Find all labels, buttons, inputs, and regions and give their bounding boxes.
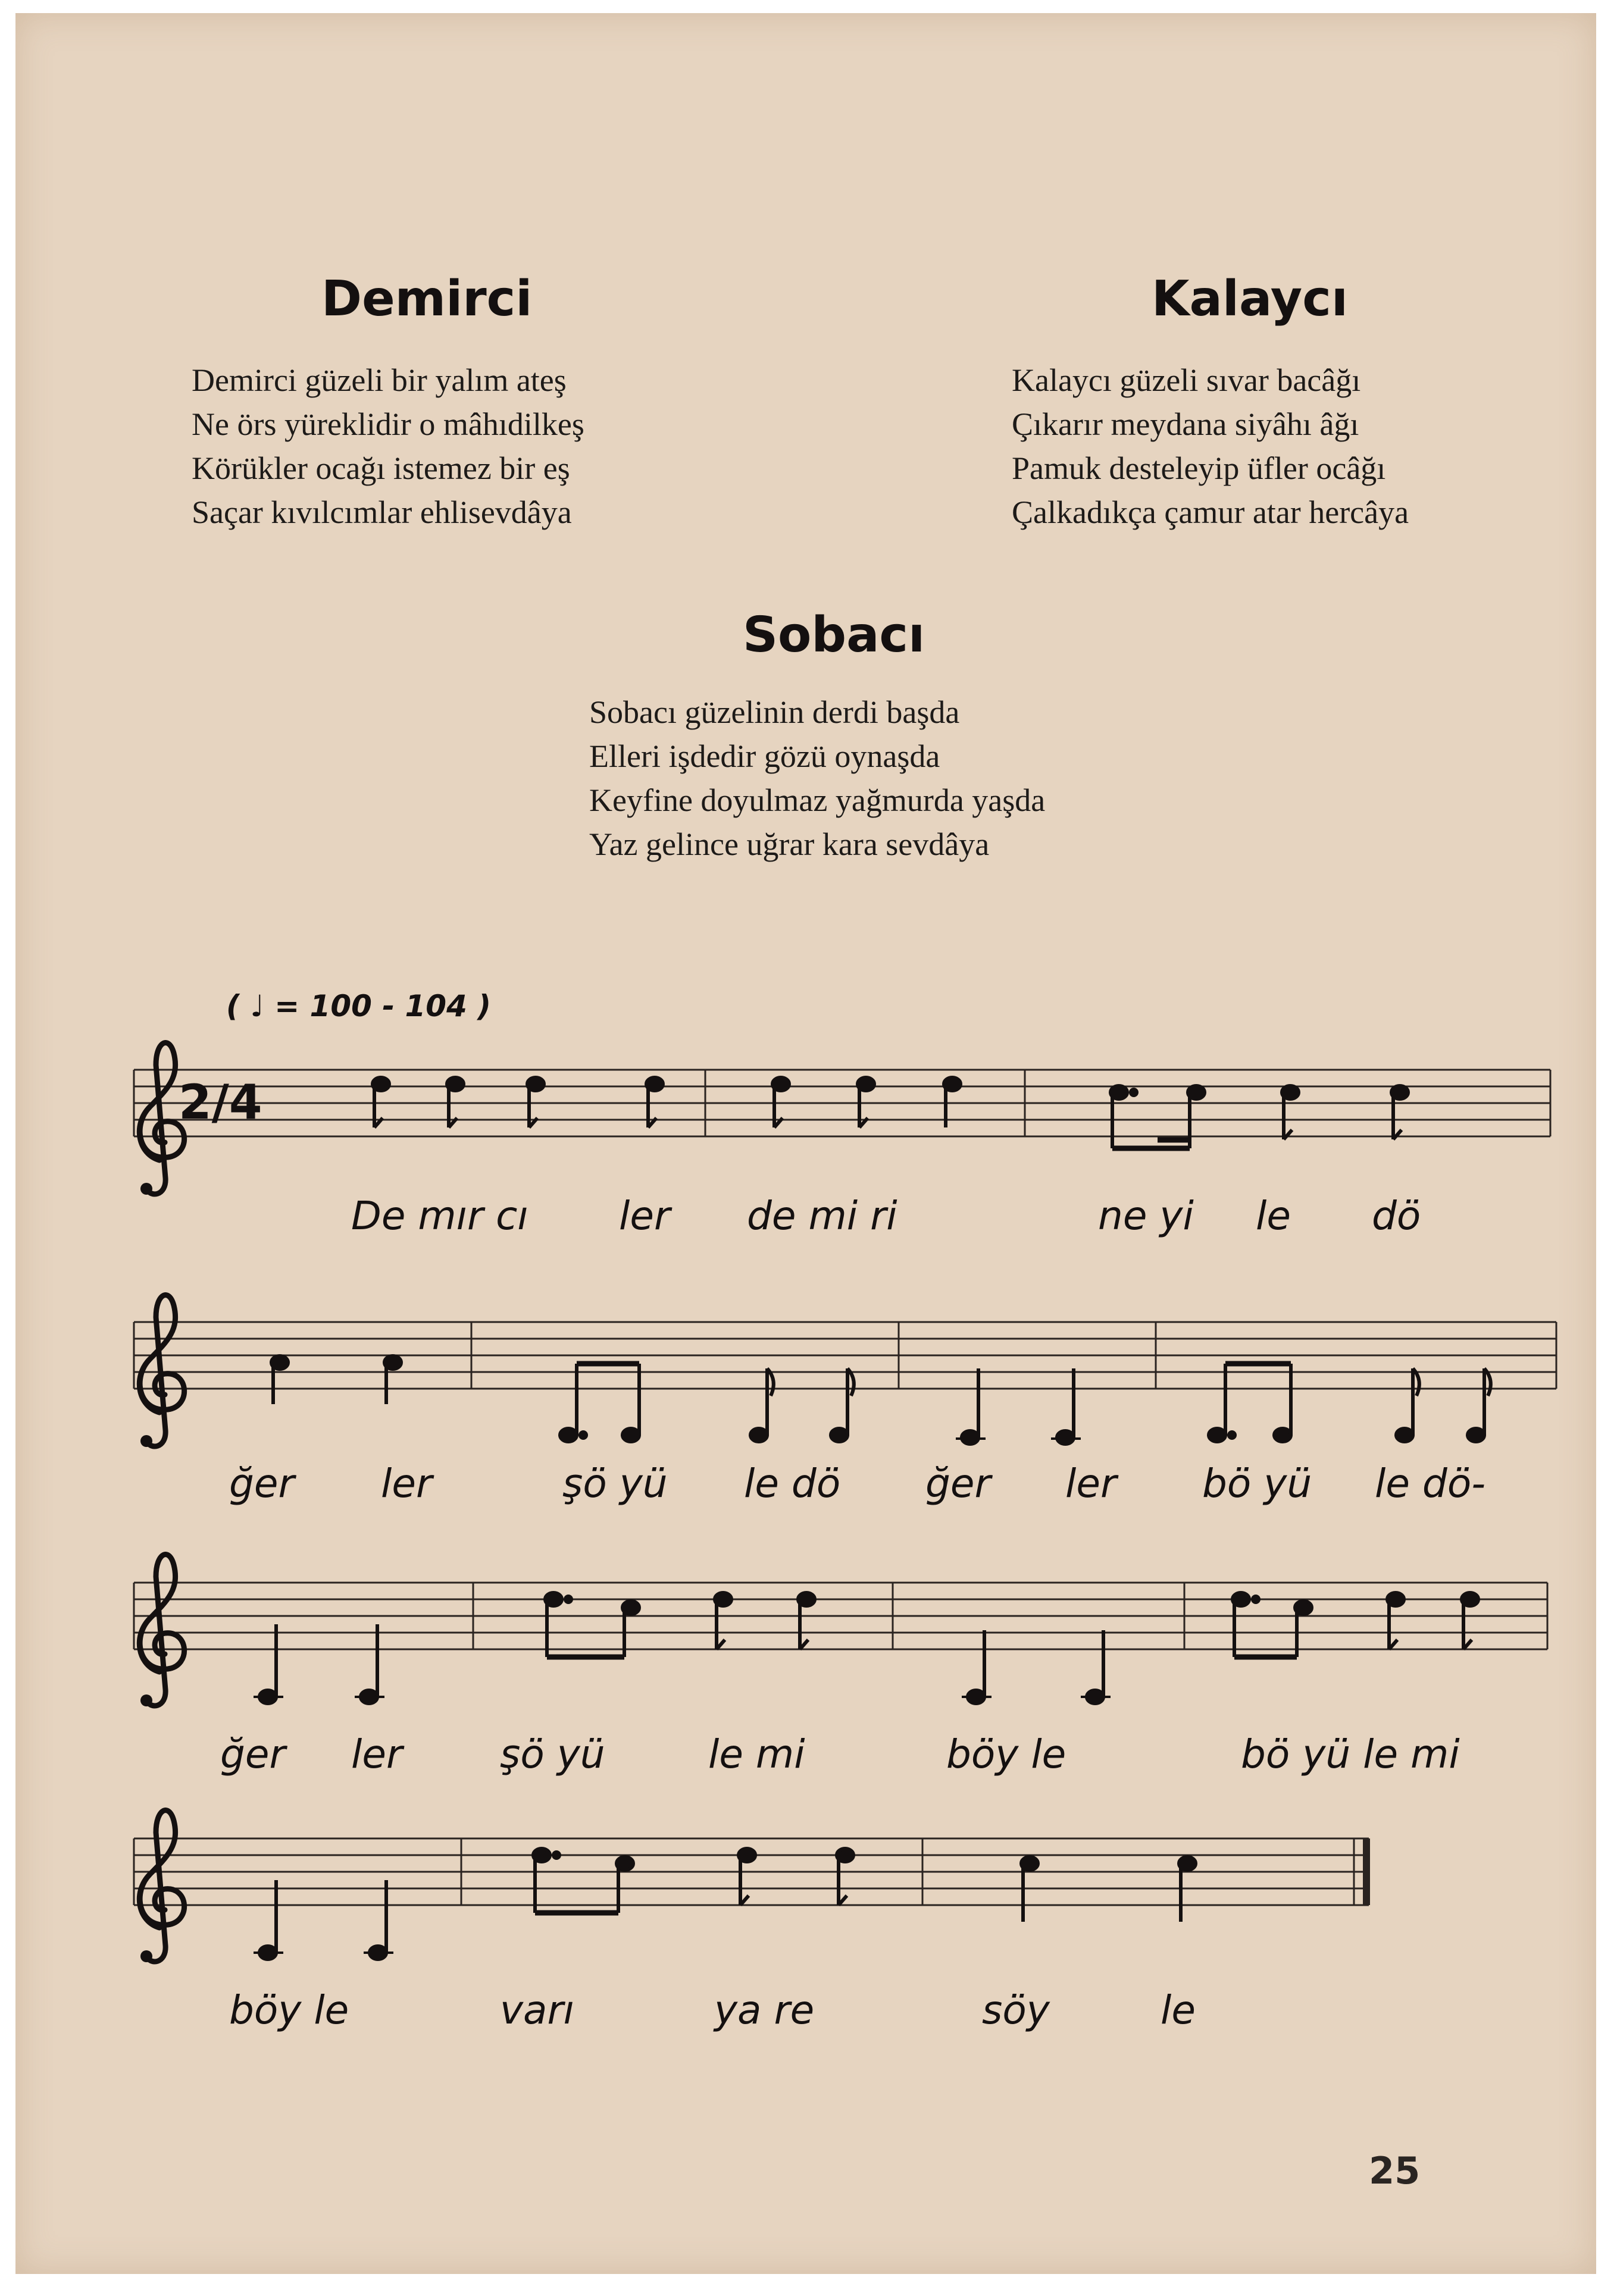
lyric: ğer [220,1731,286,1777]
staff-3-notes [254,1593,1478,1703]
treble-clef-icon [139,1043,184,1195]
lyric: varı [500,1987,574,2033]
lyric: ler [351,1731,403,1777]
lyric: ya re [714,1987,815,2033]
poem-line: Saçar kıvılcımlar ehlisevdâya [192,494,572,530]
poem-line: Kalaycı güzeli sıvar bacâğı [1012,362,1361,398]
lyric: söy [982,1987,1050,2033]
lyric: ğer [925,1461,991,1506]
poem-title-kalayci: Kalaycı [1152,271,1348,327]
lyric: le dö [744,1461,841,1506]
lyric: böy le [229,1987,349,2033]
staff-1 [134,1070,1550,1136]
lyric: ler [619,1193,671,1239]
page-number: 25 [1369,2149,1421,2192]
staff-1-notes [373,1077,1408,1148]
lyric: ğer [229,1461,295,1506]
poem-title-demirci: Demirci [321,271,533,327]
lyric: le dö- [1375,1461,1486,1506]
lyric: ler [381,1461,433,1506]
poem-line: Ne örs yüreklidir o mâhıdilkeş [192,406,584,442]
poem-line: Keyfine doyulmaz yağmurda yaşda [589,782,1046,818]
svg-text:2/4: 2/4 [179,1075,262,1130]
poem-line: Çıkarır meydana siyâhı âğı [1012,406,1359,442]
lyric: de mi ri [747,1193,897,1239]
lyric: bö yü [1202,1461,1312,1506]
time-signature [179,1075,262,1130]
poem-line: Yaz gelince uğrar kara sevdâya [589,826,990,862]
lyric: şö yü [562,1461,668,1506]
lyric: le mi [708,1731,805,1777]
poem-line: Elleri işdedir gözü oynaşda [589,738,940,774]
staff-4-notes [254,1849,1196,1959]
treble-clef-icon [139,1295,184,1447]
poem-line: Pamuk desteleyip üfler ocâğı [1012,450,1386,486]
lyric: böy le [946,1731,1066,1777]
treble-clef-icon [139,1555,184,1706]
staff-2-notes [271,1356,1491,1444]
treble-clef-icon [139,1811,184,1962]
lyric: De mır cı [351,1193,528,1239]
lyric: le [1161,1987,1196,2033]
lyric: şö yü [500,1731,605,1777]
poem-line: Körükler ocağı istemez bir eş [192,450,570,486]
poem-line: Çalkadıkça çamur atar hercâya [1012,494,1409,530]
lyric: bö yü le mi [1241,1731,1460,1777]
lyric: ne yi [1098,1193,1194,1239]
staff-2 [134,1322,1556,1389]
lyric: dö [1372,1193,1421,1239]
staff-3 [134,1583,1547,1649]
lyric: le [1256,1193,1291,1239]
poem-line: Sobacı güzelinin derdi başda [589,694,960,730]
lyric: ler [1065,1461,1117,1506]
poem-line: Demirci güzeli bir yalım ateş [192,362,567,398]
tempo-marking: ( ♩ = 100 - 104 ) [226,989,492,1023]
poem-title-sobaci: Sobacı [743,607,925,663]
